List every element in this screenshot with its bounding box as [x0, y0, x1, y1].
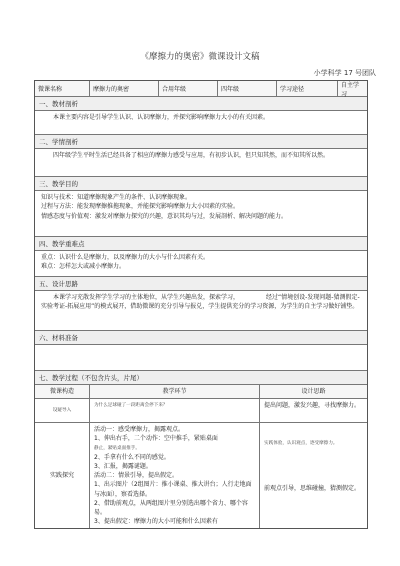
step-line: 3、汇报，揭露谜题。	[94, 463, 152, 471]
section-body-4	[35, 251, 367, 277]
col-header-idea: 设计思路	[260, 385, 367, 399]
idea-practice	[260, 423, 367, 528]
section-title-1: 一、教材剖析	[35, 97, 367, 111]
section-body-5	[35, 291, 367, 331]
section-body-6-empty	[35, 345, 367, 371]
objective-line: 情感态度与价值观：激发对摩擦力探究的兴趣，意识其均与过，发展剖析、解决问题的能力。	[41, 212, 288, 220]
section-title-5: 五、设计思路	[35, 277, 367, 291]
info-row	[35, 81, 367, 97]
step-intro: 为什么足球碰了一段距离会停下来？	[90, 399, 260, 423]
section-title-6: 六、材料准备	[35, 331, 367, 345]
method-value: 自主学习	[341, 81, 360, 98]
section-title-7: 七、教学过程（不包含片头，片尾）	[35, 371, 367, 385]
section-title-3: 三、教学目的	[35, 177, 367, 191]
step-line: 2、手拿有什么不同的感觉。	[94, 453, 170, 461]
process-table	[35, 385, 367, 528]
stage-intro: 设疑导入	[35, 399, 90, 423]
section-text-5: 本课学习充散发挥学生学习的主体地位，从学生兴趣出发，探索学习， 经过“情境创设-发现问题-猜测假定-实验考证-拓展应用”的模式展开，借助微课的充分引导与报兑，学生提供充分的学习资源，为学生的自主学习做好铺垫。	[41, 294, 360, 311]
difficulty-line: 难点：怎样怎大或减小摩擦力。	[41, 263, 126, 271]
step-line: 静止，紧贴桌面推手。	[94, 445, 140, 451]
document-title: 《摩擦力的奥密》微课设计文稿	[140, 52, 260, 62]
grade-label: 合用年级	[159, 81, 218, 96]
design-table	[34, 80, 368, 529]
step-line: 1、出示图片（2组图片：推小课桌、推大讲台；人行走地面与冰面），察看选择。	[94, 481, 252, 498]
section-body-1	[35, 111, 367, 135]
step-line: 1、伸出右手，二个动作：空中推手，紧贴桌面	[94, 435, 218, 443]
section-body-3	[35, 191, 367, 237]
section-title-2: 二、学情剖析	[35, 135, 367, 149]
section-body-2	[35, 149, 367, 177]
section-text-2: 四年级学生平时生活已经具备了相应的摩擦力感受与应用，有初步认识，但只知其然，而不知其所以然。	[53, 152, 330, 159]
name-label: 微课名称	[35, 81, 90, 96]
col-header-step: 教学环节	[90, 385, 260, 399]
objective-line: 过程与方法：能发现摩擦推拖现象，并能探究影响摩擦力大小因素的实验。	[41, 203, 240, 211]
col-header-structure: 微课构造	[35, 385, 90, 399]
method-label: 学习途径	[277, 81, 338, 96]
idea-spacer	[264, 448, 363, 484]
step-line: 3、提出假定：摩擦力的大小可能和什么因素有	[94, 518, 218, 526]
section-title-4: 四、教学重难点	[35, 237, 367, 251]
objective-line: 知识与技术：知道摩擦现象产生的条件、认识摩擦现象。	[41, 194, 192, 201]
idea-line: 前观点引导，思维碰撞，猜测假定。	[264, 485, 361, 493]
step-line: 活动一：感受摩擦力，揭露观点。	[94, 426, 185, 434]
key-point-line: 重点：认识什么是摩擦力，以及摩擦力的大小与什么因素有关。	[41, 254, 210, 261]
stage-practice: 实践探究	[35, 423, 90, 528]
team-label: 小学科学 17 号团队	[313, 69, 376, 77]
idea-line: 实践体验，认识观点，逐受摩擦力。	[264, 441, 338, 447]
step-practice	[90, 423, 260, 528]
section-text-1: 本课主要内容是引导学生认识、认识摩擦力，并探究影响摩擦力大小的有关因素。	[53, 114, 270, 121]
grade-value: 四年级	[218, 81, 277, 96]
idea-intro: 提出问题，激发兴趣，寻找摩擦力。	[260, 399, 367, 423]
step-line: 活动二：情景引导，提出假定。	[94, 472, 179, 480]
name-value: 摩擦力的奥密	[90, 81, 159, 96]
step-line: 2、借助前观点，从两组图片里分别选出哪个省力、哪个容易。	[94, 499, 248, 517]
